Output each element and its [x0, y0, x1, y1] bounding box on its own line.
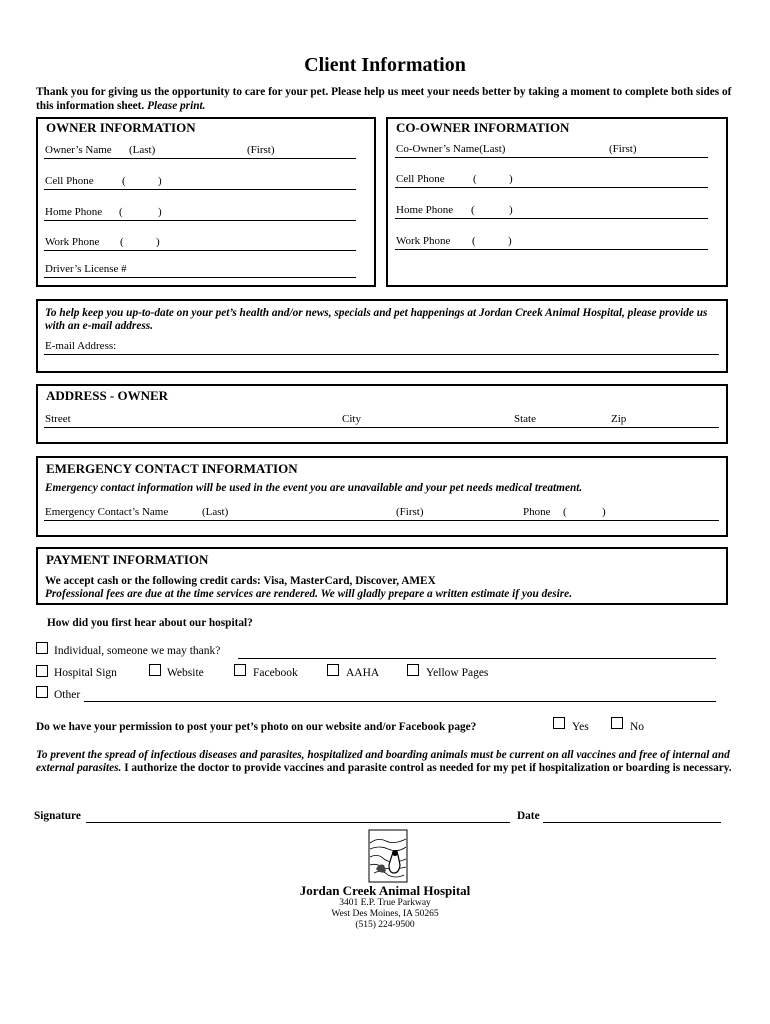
paren-open: ( — [563, 506, 567, 518]
payment-heading: PAYMENT INFORMATION — [46, 552, 209, 567]
state-label: State — [514, 413, 536, 425]
zip-label: Zip — [611, 413, 627, 425]
paren-close: ) — [158, 175, 162, 187]
photo-no-checkbox[interactable] — [611, 717, 623, 729]
website-label: Website — [167, 667, 204, 679]
owner-work-label: Work Phone — [45, 236, 100, 248]
emergency-note: Emergency contact information will be used in the event you are unavailable and your pet needs medical treatment. — [45, 482, 583, 494]
other-checkbox[interactable] — [36, 686, 48, 698]
other-line[interactable] — [84, 701, 716, 702]
vaccine-bold: I authorize the doctor to provide vaccines and parasite control as needed for my pet if hospitalization or boarding is necessary. — [124, 762, 732, 774]
signature-line[interactable] — [86, 822, 510, 823]
website-checkbox[interactable] — [149, 664, 161, 676]
hospital-sign-label: Hospital Sign — [54, 667, 117, 679]
yellow-pages-label: Yellow Pages — [426, 667, 489, 679]
paren-open: ( — [471, 204, 475, 216]
emergency-heading: EMERGENCY CONTACT INFORMATION — [46, 461, 298, 476]
facebook-checkbox[interactable] — [234, 664, 246, 676]
paren-close: ) — [158, 206, 162, 218]
yellow-pages-checkbox[interactable] — [407, 664, 419, 676]
individual-label: Individual, someone we may thank? — [54, 645, 221, 657]
emergency-contact-field[interactable] — [44, 505, 719, 521]
address-heading: ADDRESS - OWNER — [46, 388, 169, 403]
emergency-first-label: (First) — [396, 506, 424, 518]
coowner-heading: CO-OWNER INFORMATION — [396, 120, 570, 135]
paren-open: ( — [120, 236, 124, 248]
vaccine-italic: To prevent the spread of infectious diseases and parasites, hospitalized and boarding animals must be current on all vaccines and free of internal and external parasites. — [36, 749, 730, 774]
coowner-cell-field[interactable] — [395, 172, 708, 188]
email-note: To help keep you up-to-date on your pet’s health and/or news, specials and pet happenings at Jordan Creek Animal Hospital, please provide us with an e-mail address. — [45, 307, 708, 332]
intro-body: Thank you for giving us the opportunity to care for your pet. Please help us meet your needs better by taking a moment to complete both sides of this information sheet. — [36, 86, 732, 112]
street-label: Street — [45, 413, 71, 425]
date-label: Date — [517, 810, 540, 822]
paren-close: ) — [508, 235, 512, 247]
footer-address-line2: West Des Moines, IA 50265 — [331, 909, 439, 919]
intro-emphasis: Please print. — [147, 99, 206, 112]
owner-name-label: Owner’s Name — [45, 144, 112, 156]
paren-open: ( — [119, 206, 123, 218]
owner-home-field[interactable] — [44, 205, 356, 221]
photo-yes-label: Yes — [572, 721, 589, 733]
paren-close: ) — [602, 506, 606, 518]
payment-fees: Professional fees are due at the time services are rendered. We will gladly prepare a written estimate if you desire. — [45, 588, 573, 600]
aaha-checkbox[interactable] — [327, 664, 339, 676]
owner-license-field[interactable] — [44, 262, 356, 278]
paren-close: ) — [156, 236, 160, 248]
paren-open: ( — [122, 175, 126, 187]
signature-label: Signature — [34, 810, 81, 822]
owner-work-field[interactable] — [44, 235, 356, 251]
emergency-name-label: Emergency Contact’s Name — [45, 506, 169, 518]
coowner-name-field[interactable] — [395, 142, 708, 158]
owner-cell-field[interactable] — [44, 174, 356, 190]
coowner-cell-label: Cell Phone — [396, 173, 445, 185]
date-line[interactable] — [543, 822, 721, 823]
hospital-logo — [368, 829, 408, 883]
footer-phone: (515) 224-9500 — [355, 920, 415, 930]
coowner-name-label: Co-Owner’s Name(Last) — [396, 143, 506, 155]
aaha-label: AAHA — [346, 667, 380, 679]
owner-home-label: Home Phone — [45, 206, 103, 218]
coowner-first-label: (First) — [609, 143, 637, 155]
page-title: Client Information — [304, 54, 466, 76]
emergency-phone-label: Phone — [523, 506, 551, 518]
paren-open: ( — [473, 173, 477, 185]
owner-name-field[interactable] — [44, 143, 356, 159]
hospital-sign-checkbox[interactable] — [36, 665, 48, 677]
photo-yes-checkbox[interactable] — [553, 717, 565, 729]
owner-last-label: (Last) — [129, 144, 156, 156]
coowner-home-field[interactable] — [395, 203, 708, 219]
other-label: Other — [54, 689, 81, 701]
email-label: E-mail Address: — [45, 340, 117, 352]
individual-line[interactable] — [238, 658, 716, 659]
paren-close: ) — [509, 204, 513, 216]
coowner-work-label: Work Phone — [396, 235, 451, 247]
vaccine-statement — [36, 749, 736, 775]
coowner-work-field[interactable] — [395, 234, 708, 250]
facebook-label: Facebook — [253, 667, 298, 679]
owner-first-label: (First) — [247, 144, 275, 156]
photo-question: Do we have your permission to post your pet’s photo on our website and/or Facebook page? — [36, 721, 477, 733]
footer-hospital-name: Jordan Creek Animal Hospital — [299, 883, 471, 898]
referral-question: How did you first hear about our hospital? — [47, 617, 253, 629]
address-field[interactable] — [44, 412, 719, 428]
paren-open: ( — [472, 235, 476, 247]
payment-cards: We accept cash or the following credit cards: Visa, MasterCard, Discover, AMEX — [45, 575, 436, 587]
individual-checkbox[interactable] — [36, 642, 48, 654]
emergency-last-label: (Last) — [202, 506, 229, 518]
paren-close: ) — [509, 173, 513, 185]
owner-license-label: Driver’s License # — [45, 263, 127, 275]
owner-heading: OWNER INFORMATION — [46, 120, 196, 135]
city-label: City — [342, 413, 361, 425]
intro-text — [36, 86, 736, 113]
footer-address-line1: 3401 E.P. True Parkway — [339, 898, 431, 908]
owner-cell-label: Cell Phone — [45, 175, 94, 187]
coowner-home-label: Home Phone — [396, 204, 454, 216]
email-field[interactable] — [44, 339, 719, 355]
photo-no-label: No — [630, 721, 645, 733]
